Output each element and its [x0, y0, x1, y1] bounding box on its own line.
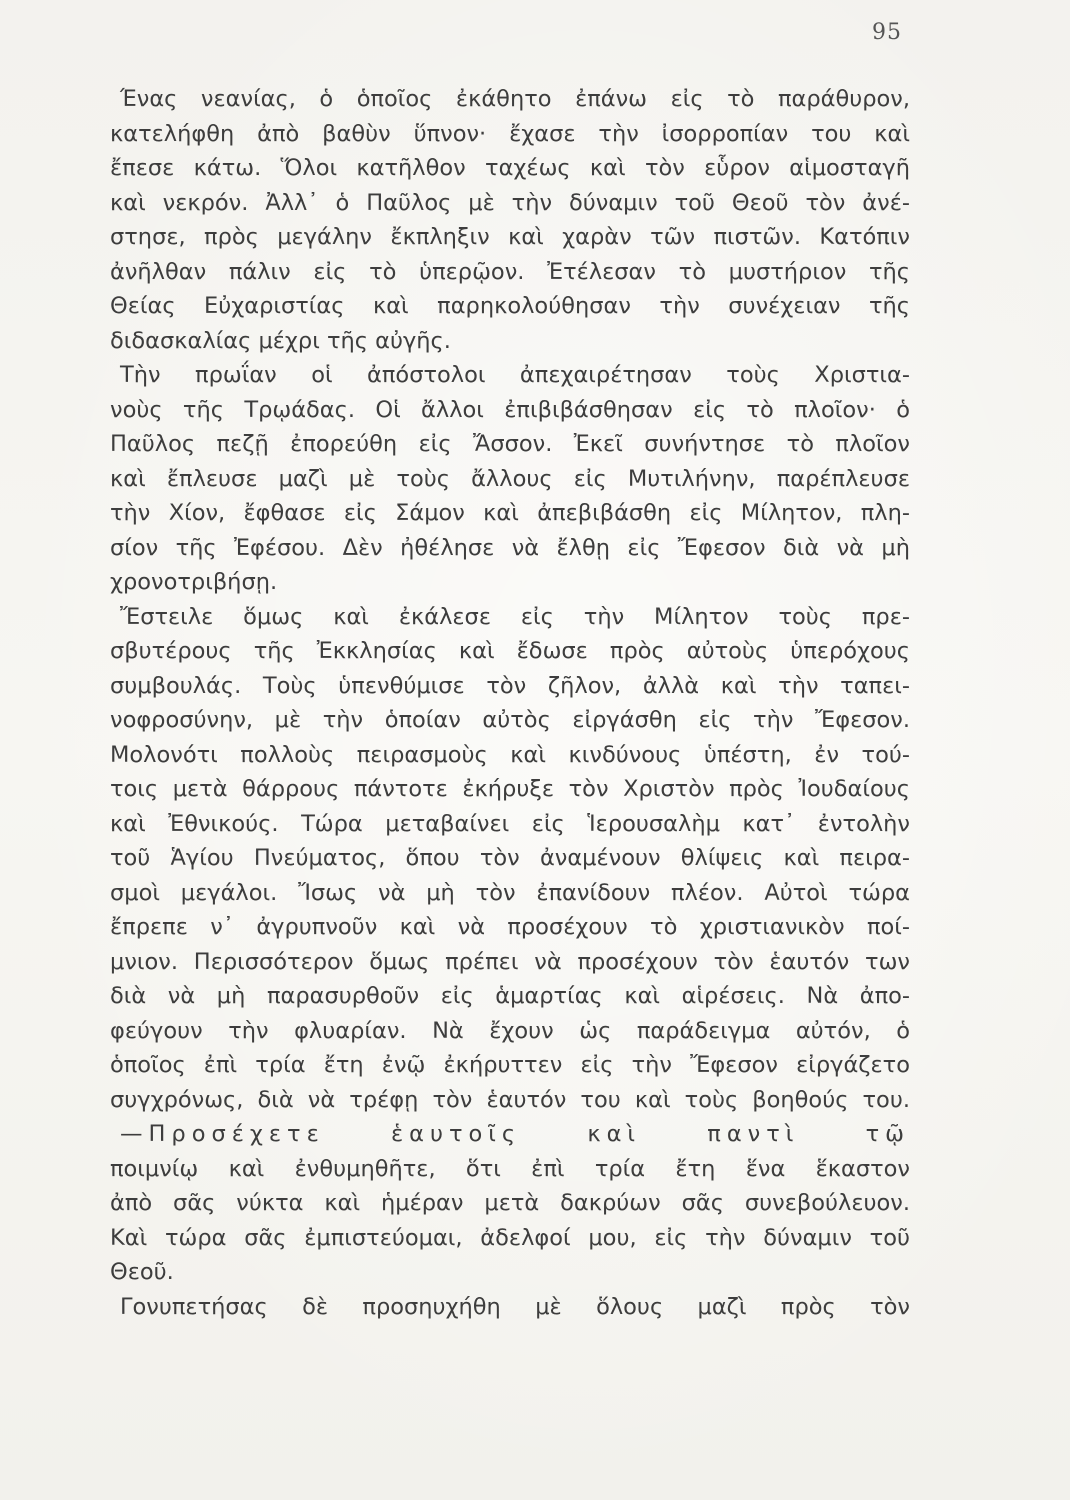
- text-line: κατελήφθη ἀπὸ βαθὺν ὕπνον· ἔχασε τὴν ἰσορροπίαν του καὶ: [110, 120, 910, 147]
- text-line: σίον τῆς Ἐφέσου. Δὲν ἠθέλησε νὰ ἔλθῃ εἰς Ἔφεσον διὰ νὰ μὴ: [110, 534, 910, 561]
- text-line: ἀπὸ σᾶς νύκτα καὶ ἡμέραν μετὰ δακρύων σᾶς συνεβούλευον.: [110, 1190, 910, 1216]
- text-line: ἀνῆλθαν πάλιν εἰς τὸ ὑπερῷον. Ἐτέλεσαν τὸ μυστήριον τῆς: [110, 258, 910, 285]
- text-line: φεύγουν τὴν φλυαρίαν. Νὰ ἔχουν ὡς παράδειγμα αὐτόν, ὁ: [110, 1017, 910, 1044]
- text-line: διὰ νὰ μὴ παρασυρθοῦν εἰς ἁμαρτίας καὶ αἱρέσεις. Νὰ ἀπο-: [110, 983, 910, 1009]
- text-line: διδασκαλίας μέχρι τῆς αὐγῆς.: [110, 327, 451, 354]
- text-line: ἔπρεπε ν᾽ ἀγρυπνοῦν καὶ νὰ προσέχουν τὸ χριστιανικὸν ποί-: [110, 914, 910, 940]
- text-line: μνιον. Περισσότερον ὅμως πρέπει νὰ προσέχουν τὸν ἑαυτόν των: [110, 948, 910, 975]
- text-line: —Προσέχετε ἑαυτοῖς καὶ παντὶ τῷ: [120, 1121, 910, 1147]
- text-line: συγχρόνως, διὰ νὰ τρέφῃ τὸν ἑαυτόν του καὶ τοὺς βοηθούς του.: [110, 1086, 910, 1113]
- page-number: 95: [872, 20, 902, 45]
- text-line: Θείας Εὐχαριστίας καὶ παρηκολούθησαν τὴν συνέχειαν τῆς: [110, 293, 910, 319]
- text-line: Γονυπετήσας δὲ προσηυχήθη μὲ ὅλους μαζὶ πρὸς τὸν: [120, 1293, 910, 1320]
- body-text: [110, 82, 910, 1324]
- text-line: συμβουλάς. Τοὺς ὑπενθύμισε τὸν ζῆλον, ἀλλὰ καὶ τὴν ταπει-: [110, 672, 910, 699]
- text-line: τοῦ Ἁγίου Πνεύματος, ὅπου τὸν ἀναμένουν θλίψεις καὶ πειρα-: [110, 845, 910, 871]
- text-line: στησε, πρὸς μεγάλην ἔκπληξιν καὶ χαρὰν τῶν πιστῶν. Κατόπιν: [110, 224, 910, 250]
- text-line: καὶ νεκρόν. Ἀλλ᾽ ὁ Παῦλος μὲ τὴν δύναμιν τοῦ Θεοῦ τὸν ἀνέ-: [110, 189, 910, 216]
- text-line: καὶ ἔπλευσε μαζὶ μὲ τοὺς ἄλλους εἰς Μυτιλήνην, παρέπλευσε: [110, 465, 910, 492]
- text-line: χρονοτριβήσῃ.: [110, 569, 278, 595]
- text-line: ἔπεσε κάτω. Ὅλοι κατῆλθον ταχέως καὶ τὸν εὗρον αἱμοσταγῆ: [110, 155, 910, 181]
- text-line: σμοὶ μεγάλοι. Ἴσως νὰ μὴ τὸν ἐπανίδουν πλέον. Αὐτοὶ τώρα: [110, 879, 910, 906]
- text-line: σβυτέρους τῆς Ἐκκλησίας καὶ ἔδωσε πρὸς αὐτοὺς ὑπερόχους: [110, 638, 910, 664]
- text-line: καὶ Ἐθνικούς. Τώρα μεταβαίνει εἰς Ἱερουσαλὴμ κατ᾽ ἐντολὴν: [110, 810, 910, 837]
- text-line: Μολονότι πολλοὺς πειρασμοὺς καὶ κινδύνους ὑπέστη, ἐν τού-: [110, 741, 910, 768]
- text-line: τοις μετὰ θάρρους πάντοτε ἐκήρυξε τὸν Χριστὸν πρὸς Ἰουδαίους: [110, 776, 910, 802]
- text-line: τὴν Χίον, ἔφθασε εἰς Σάμον καὶ ἀπεβιβάσθη εἰς Μίλητον, πλη-: [110, 500, 910, 526]
- text-line: νοφροσύνην, μὲ τὴν ὁποίαν αὐτὸς εἰργάσθη εἰς τὴν Ἔφεσον.: [110, 707, 910, 733]
- text-line: Παῦλος πεζῇ ἐπορεύθη εἰς Ἄσσον. Ἐκεῖ συνήντησε τὸ πλοῖον: [110, 431, 910, 457]
- text-line: Ένας νεανίας, ὁ ὁποῖος ἐκάθητο ἐπάνω εἰς τὸ παράθυρον,: [120, 86, 910, 112]
- text-line: ποιμνίῳ καὶ ἐνθυμηθῆτε, ὅτι ἐπὶ τρία ἔτη ἕνα ἕκαστον: [110, 1155, 910, 1182]
- text-line: Θεοῦ.: [110, 1259, 174, 1285]
- text-line: ὁποῖος ἐπὶ τρία ἔτη ἐνῷ ἐκήρυττεν εἰς τὴν Ἔφεσον εἰργάζετο: [110, 1052, 910, 1078]
- text-line: Καὶ τώρα σᾶς ἐμπιστεύομαι, ἀδελφοί μου, εἰς τὴν δύναμιν τοῦ: [110, 1224, 910, 1251]
- text-line: νοὺς τῆς Τρῳάδας. Οἱ ἄλλοι ἐπιβιβάσθησαν εἰς τὸ πλοῖον· ὁ: [110, 396, 910, 423]
- text-line: Ἔστειλε ὅμως καὶ ἐκάλεσε εἰς τὴν Μίλητον τοὺς πρε-: [120, 603, 910, 630]
- text-line: Τὴν πρωΐαν οἱ ἀπόστολοι ἀπεχαιρέτησαν τοὺς Χριστια-: [120, 362, 910, 388]
